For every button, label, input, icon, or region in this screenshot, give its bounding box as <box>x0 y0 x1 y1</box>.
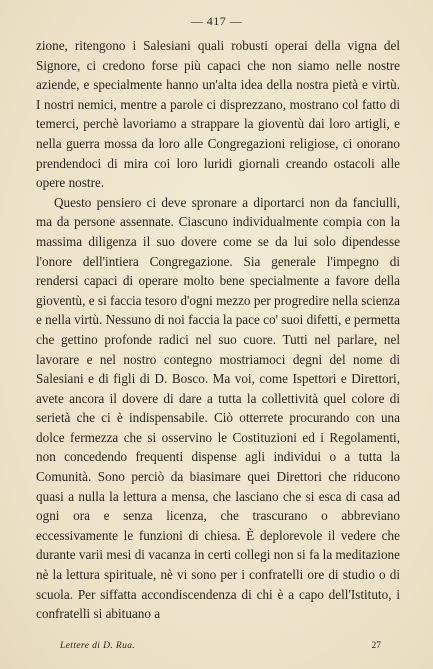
paragraph: Questo pensiero ci deve spronare a diportarci non da fanciulli, ma da persone assennate. Ciascuno individualmente compia con la massima diligenza il suo dovere come se da lui solo dipendesse l'onore dell'intiera Congregazione. Sia generale l'impegno di rendersi capaci di operare molto bene specialmente a favore della gioventù, e si faccia tesoro d'ogni mezzo per progredire nella scienza e nella virtù. Nessuno di noi faccia la pace co' suoi difetti, e permetta che gettino profonde radici nel suo cuore. Tutti nel parlare, nel lavorare e nel nostro contegno mostriamoci degni del nome di Salesiani e di figli di D. Bosco. Ma voi, come Ispettori e Direttori, avete ancora il dovere di dare a tutta la collettività quel colore di serietà che ci è indispensabile. Ciò otterrete procurando con una dolce fermezza che si osservino le Costituzioni ed i Regolamenti, non concedendo frequenti dispense agli individui o a tutta la Comunità. Sono perciò da biasimare quei Direttori che riducono quasi a nulla la lettura a mensa, che lasciano che si esca di casa ad ogni ora e senza licenza, che trascurano o abbreviano eccessivamente le funzioni di chiesa. È deplorevole il vedere che durante varii mesi di vacanza in certi collegi non si fa la meditazione nè la lettura spirituale, nè vi sono per i confratelli ore di studio o di scuola. Per siffatta accondiscendenza di chi è a capo dell'Istituto, i confratelli si abituano a <box>36 194 400 622</box>
page-footer <box>60 641 381 651</box>
page-number: — 417 — <box>190 14 243 28</box>
signature-mark: 27 <box>371 641 381 651</box>
body-text <box>36 36 400 624</box>
footer-source: Lettere di D. Rua. <box>60 641 136 651</box>
paragraph-continuation: zione, ritengono i Salesiani quali robusti operai della vigna del Signore, ci credono forse più capaci che non siamo nelle nostre aziende, e specialmente hanno un'alta idea della nostra pietà e virtù. I nostri nemici, mentre a parole ci disprezzano, mostrano col fatto di temerci, perchè lavoriamo a strappare la gioventù dai loro artigli, e nella guerra mossa da loro alle Congregazioni religiose, ci onorano prendendoci di mira coi loro luridi giornali creando ostacoli alle opere nostre. <box>36 38 400 191</box>
